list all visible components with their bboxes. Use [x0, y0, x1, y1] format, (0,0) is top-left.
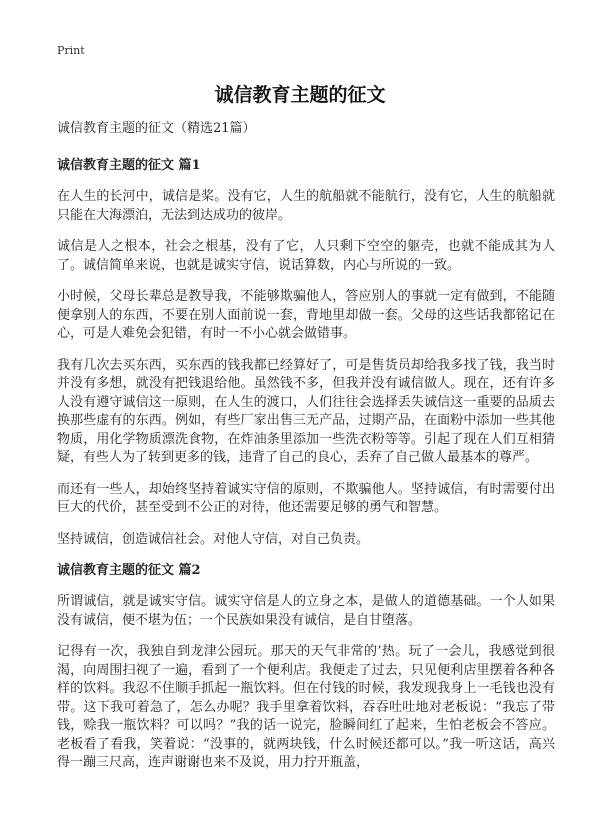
- section-heading: 诚信教育主题的征文 篇1: [57, 158, 201, 173]
- print-label[interactable]: Print: [57, 44, 85, 57]
- section-heading: 诚信教育主题的征文 篇2: [57, 563, 201, 578]
- paragraph: 小时候，父母长辈总是教导我，不能够欺骗他人，答应别人的事就一定有做到，不能随便拿别人的东西，不要在别人面前说一套，背地里却做一套。父母的这些话我都铭记在心，可是人难免会犯错，有时一不小心就会做错事。: [57, 289, 555, 341]
- document-subtitle: 诚信教育主题的征文（精选21篇）: [57, 121, 256, 136]
- paragraph: 诚信是人之根本，社会之根基，没有了它，人只剩下空空的躯壳，也就不能成其为人了。诚信简单来说，也就是诚实守信，说话算数，内心与所说的一致。: [57, 239, 555, 273]
- document-body: [57, 120, 555, 786]
- paragraph: 在人生的长河中，诚信是桨。没有它，人生的航船就不能航行，没有它，人生的航船就只能在大海漂泊，无法到达成功的彼岸。: [57, 189, 555, 223]
- section-2: [57, 562, 555, 773]
- section-1: [57, 157, 555, 549]
- document-title: 诚信教育主题的征文: [214, 84, 386, 106]
- paragraph: 记得有一次，我独自到龙津公园玩。那天的天气非常的’热。玩了一会儿，我感觉到很渴，向周围扫视了一遍，看到了一个便利店。我便走了过去，只见便利店里摆着各种各样的饮料。我忍不住顺手抓起一瓶饮料。但在付钱的时候，我发现我身上一毛钱也没有带。这下我可着急了，怎么办呢？我手里拿着饮料，吞吞吐吐地对老板说：“我忘了带钱，赊我一瓶饮料？可以吗？”我的话一说完，脸瞬间红了起来，生怕老板会不答应。老板看了看我，笑着说：“没事的，就两块钱，什么时候还都可以。”我一听这话，高兴得一蹦三尺高，连声谢谢也来不及说，用力拧开瓶盖，: [57, 644, 555, 770]
- paragraph: 所谓诚信，就是诚实守信。诚实守信是人的立身之本，是做人的道德基础。一个人如果没有诚信，便不堪为伍；一个民族如果没有诚信，是自甘堕落。: [57, 594, 555, 628]
- paragraph: 坚持诚信，创造诚信社会。对他人守信，对自己负责。: [57, 531, 370, 547]
- paragraph: 而还有一些人，却始终坚持着诚实守信的原则，不欺骗他人。坚持诚信，有时需要付出巨大的代价，甚至受到不公正的对待，他还需要足够的勇气和智慧。: [57, 481, 555, 515]
- paragraph: 我有几次去买东西，买东西的钱我都已经算好了，可是售货员却给我多找了钱，我当时并没有多想，就没有把钱退给他。虽然钱不多，但我并没有诚信做人。现在，还有许多人没有遵守诚信这一原则，在人生的渡口，人们往往会选择丢失诚信这一重要的品质去换那些虚有的东西。例如，有些厂家出售三无产品，过期产品，在面粉中添加一些其他物质，用化学物质漂洗食物，在炸油条里添加一些洗衣粉等等。引起了现在人们互相猜疑，有些人为了转到更多的钱，违背了自己的良心，丢弃了自己做人最基本的尊严。: [57, 357, 555, 465]
